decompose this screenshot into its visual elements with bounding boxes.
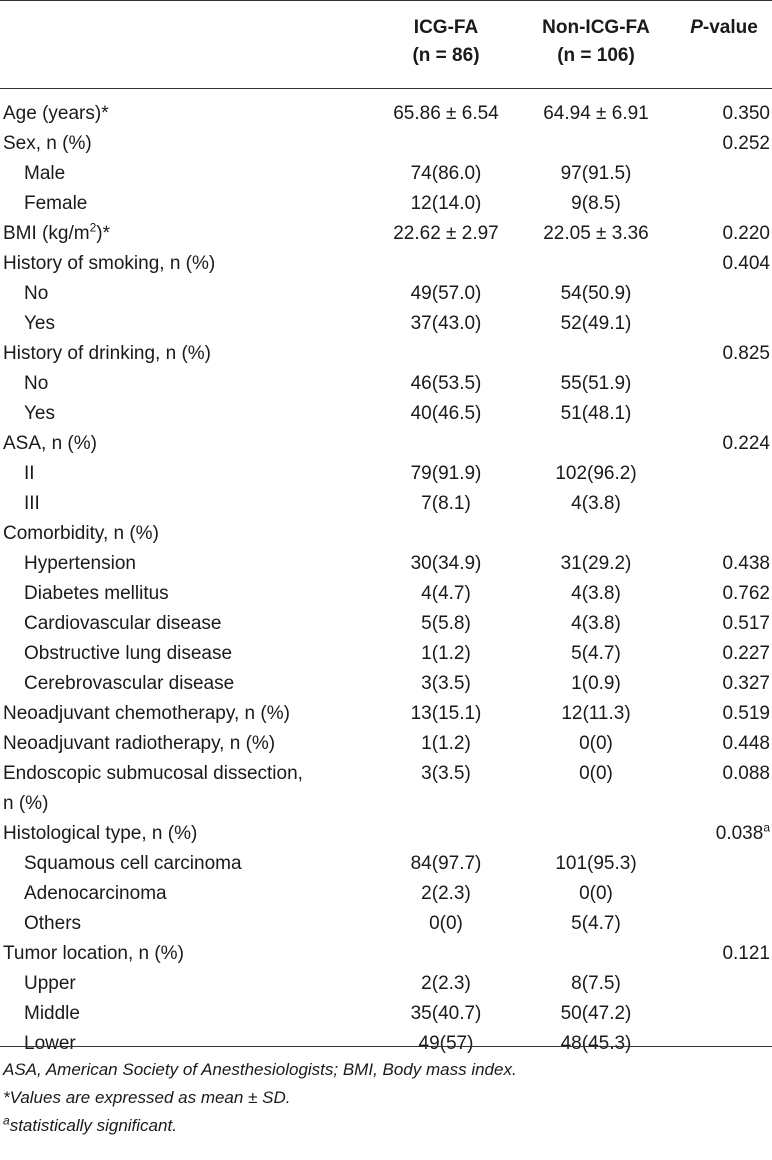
table-row [0, 849, 772, 879]
row-label: History of drinking, n (%) [3, 343, 212, 364]
row-label: Neoadjuvant radiotherapy, n (%) [3, 733, 276, 754]
table-row [0, 1029, 772, 1059]
non-icg-value: 101(95.3) [555, 853, 637, 874]
table-row [0, 759, 772, 819]
icg-value: 3(3.5) [421, 673, 471, 694]
p-value [674, 309, 772, 339]
row-label: Middle [24, 1003, 80, 1024]
icg-value: 1(1.2) [421, 733, 471, 754]
header-p-rest: -value [702, 17, 758, 38]
row-label: II [24, 463, 35, 484]
icg-value: 1(1.2) [421, 643, 471, 664]
icg-value [374, 129, 518, 159]
p-value: 0.517 [722, 613, 770, 634]
p-value: 0.762 [722, 583, 770, 604]
icg-value: 74(86.0) [410, 163, 482, 184]
table-row [0, 459, 772, 489]
p-value [674, 879, 772, 909]
table-row [0, 339, 772, 369]
non-icg-value: 12(11.3) [561, 703, 631, 724]
p-value [674, 909, 772, 939]
non-icg-value: 8(7.5) [571, 973, 621, 994]
icg-value [374, 429, 518, 459]
p-value [674, 159, 772, 189]
non-icg-value: 4(3.8) [571, 583, 621, 604]
p-value [674, 969, 772, 999]
table-row [0, 879, 772, 909]
top-rule [0, 0, 772, 1]
icg-value: 40(46.5) [410, 403, 482, 424]
p-value [674, 1029, 772, 1059]
p-value: 0.825 [722, 343, 770, 364]
table-row [0, 429, 772, 459]
p-value: 0.448 [722, 733, 770, 754]
table-row [0, 669, 772, 699]
footnote-a-marker: a [3, 1113, 10, 1128]
p-value [674, 459, 772, 489]
icg-value: 2(2.3) [421, 883, 471, 904]
row-label: Obstructive lung disease [24, 643, 233, 664]
footnote-a-text: statistically significant. [9, 1116, 177, 1135]
non-icg-value: 0(0) [579, 733, 613, 754]
non-icg-value: 5(4.7) [571, 913, 621, 934]
bottom-rule [0, 1046, 772, 1047]
table-row [0, 369, 772, 399]
non-icg-value [518, 129, 674, 159]
p-value [674, 999, 772, 1029]
row-label: Sex, n (%) [3, 133, 92, 154]
icg-value [374, 519, 518, 549]
p-value [674, 849, 772, 879]
row-label: Lower [24, 1033, 76, 1054]
row-label-line1: Endoscopic submucosal dissection, [3, 763, 303, 784]
icg-value: 49(57) [418, 1033, 474, 1054]
non-icg-value: 48(45.3) [560, 1033, 632, 1054]
non-icg-value [518, 519, 674, 549]
table-row [0, 219, 772, 249]
p-value [674, 399, 772, 429]
row-label: Others [24, 913, 82, 934]
table-row [0, 819, 772, 849]
non-icg-value: 22.05 ± 3.36 [543, 223, 649, 244]
icg-value: 35(40.7) [410, 1003, 482, 1024]
header-icg-fa-title: ICG-FA [413, 17, 479, 38]
table-row [0, 609, 772, 639]
non-icg-value: 54(50.9) [560, 283, 632, 304]
non-icg-value [518, 429, 674, 459]
p-value [674, 489, 772, 519]
icg-value: 13(15.1) [410, 703, 482, 724]
row-label-superscript: 2 [89, 220, 97, 235]
p-value: 0.438 [722, 553, 770, 574]
p-value: 0.227 [722, 643, 770, 664]
row-label: Comorbidity, n (%) [3, 523, 159, 544]
row-label: Yes [24, 403, 55, 424]
table-row [0, 579, 772, 609]
icg-value: 2(2.3) [421, 973, 471, 994]
table-row [0, 129, 772, 159]
row-label: Upper [24, 973, 76, 994]
row-label: Hypertension [24, 553, 136, 574]
p-value: 0.519 [722, 703, 770, 724]
icg-value: 12(14.0) [410, 193, 482, 214]
table-row [0, 699, 772, 729]
icg-value: 22.62 ± 2.97 [393, 223, 499, 244]
p-value-number: 0.038 [715, 823, 764, 844]
non-icg-value: 0(0) [579, 763, 613, 784]
icg-value [374, 339, 518, 369]
row-label: Squamous cell carcinoma [24, 853, 242, 874]
row-label: Diabetes mellitus [24, 583, 169, 604]
row-label: Age (years)* [3, 103, 109, 124]
p-value: 0.088 [722, 763, 770, 784]
table-row [0, 279, 772, 309]
p-value [674, 519, 772, 549]
icg-value: 3(3.5) [421, 763, 471, 784]
icg-value: 7(8.1) [421, 493, 471, 514]
footnote-significance [3, 1112, 769, 1140]
p-value: 0.252 [722, 133, 770, 154]
icg-value: 79(91.9) [410, 463, 482, 484]
row-label-text: BMI (kg/m [3, 223, 90, 244]
non-icg-value: 1(0.9) [571, 673, 621, 694]
row-label-text-end: )* [96, 223, 110, 244]
header-non-icg-fa-title: Non-ICG-FA [542, 17, 650, 38]
header-non-icg-fa-n: (n = 106) [557, 45, 635, 66]
non-icg-value [518, 249, 674, 279]
table-row [0, 729, 772, 759]
p-value [674, 279, 772, 309]
icg-value [374, 939, 518, 969]
header-rule [0, 88, 772, 89]
icg-value: 37(43.0) [410, 313, 482, 334]
header-p-value [676, 14, 772, 42]
row-label: ASA, n (%) [3, 433, 97, 454]
non-icg-value: 102(96.2) [555, 463, 637, 484]
table-row [0, 159, 772, 189]
non-icg-value: 97(91.5) [560, 163, 632, 184]
icg-value: 65.86 ± 6.54 [393, 103, 499, 124]
non-icg-value: 51(48.1) [560, 403, 632, 424]
p-value: 0.350 [722, 103, 770, 124]
table-row [0, 969, 772, 999]
non-icg-value: 52(49.1) [560, 313, 632, 334]
icg-value: 0(0) [429, 913, 463, 934]
row-label: Histological type, n (%) [3, 823, 198, 844]
row-label: Cardiovascular disease [24, 613, 222, 634]
table-row [0, 309, 772, 339]
icg-value: 5(5.8) [421, 613, 471, 634]
table-row [0, 489, 772, 519]
icg-value: 49(57.0) [410, 283, 482, 304]
footnotes [3, 1056, 769, 1140]
icg-value [374, 819, 518, 849]
footnote-abbreviations: ASA, American Society of Anesthesiologists; BMI, Body mass index. [3, 1060, 517, 1079]
non-icg-value: 9(8.5) [571, 193, 621, 214]
header-icg-fa [374, 14, 518, 70]
p-value [674, 369, 772, 399]
row-label: Yes [24, 313, 55, 334]
table-row [0, 909, 772, 939]
row-label: No [24, 373, 49, 394]
non-icg-value: 4(3.8) [571, 613, 621, 634]
row-label: Male [24, 163, 66, 184]
table-row [0, 399, 772, 429]
non-icg-value: 55(51.9) [560, 373, 632, 394]
icg-value: 46(53.5) [410, 373, 482, 394]
header-p-italic: P [690, 17, 703, 38]
p-value: 0.327 [722, 673, 770, 694]
non-icg-value [518, 939, 674, 969]
table-row [0, 189, 772, 219]
p-value [674, 189, 772, 219]
p-value: 0.121 [722, 943, 770, 964]
non-icg-value: 5(4.7) [571, 643, 621, 664]
row-label: Adenocarcinoma [24, 883, 167, 904]
table-row [0, 999, 772, 1029]
non-icg-value: 4(3.8) [571, 493, 621, 514]
icg-value: 30(34.9) [410, 553, 482, 574]
non-icg-value: 50(47.2) [560, 1003, 632, 1024]
table-body [0, 99, 772, 1059]
row-label [0, 219, 374, 249]
table-row [0, 519, 772, 549]
significance-marker: a [763, 820, 770, 835]
table-row [0, 99, 772, 129]
p-value: 0.220 [722, 223, 770, 244]
row-label: Neoadjuvant chemotherapy, n (%) [3, 703, 290, 724]
table-row [0, 249, 772, 279]
header-non-icg-fa [524, 14, 668, 70]
row-label: Tumor location, n (%) [3, 943, 184, 964]
row-label: III [24, 493, 40, 514]
row-label: No [24, 283, 49, 304]
row-label: Female [24, 193, 88, 214]
row-label: Cerebrovascular disease [24, 673, 235, 694]
icg-value: 84(97.7) [410, 853, 482, 874]
non-icg-value: 31(29.2) [560, 553, 632, 574]
icg-value: 4(4.7) [421, 583, 471, 604]
row-label-line2: n (%) [3, 793, 49, 814]
non-icg-value [518, 819, 674, 849]
table-row [0, 549, 772, 579]
p-value: 0.224 [722, 433, 770, 454]
non-icg-value [518, 339, 674, 369]
icg-value [374, 249, 518, 279]
non-icg-value: 0(0) [579, 883, 613, 904]
table-row [0, 639, 772, 669]
table-row [0, 939, 772, 969]
row-label [0, 759, 374, 819]
p-value [674, 819, 772, 849]
row-label: History of smoking, n (%) [3, 253, 216, 274]
header-icg-fa-n: (n = 86) [412, 45, 480, 66]
footnote-mean-sd: *Values are expressed as mean ± SD. [3, 1088, 291, 1107]
non-icg-value: 64.94 ± 6.91 [543, 103, 649, 124]
p-value: 0.404 [722, 253, 770, 274]
